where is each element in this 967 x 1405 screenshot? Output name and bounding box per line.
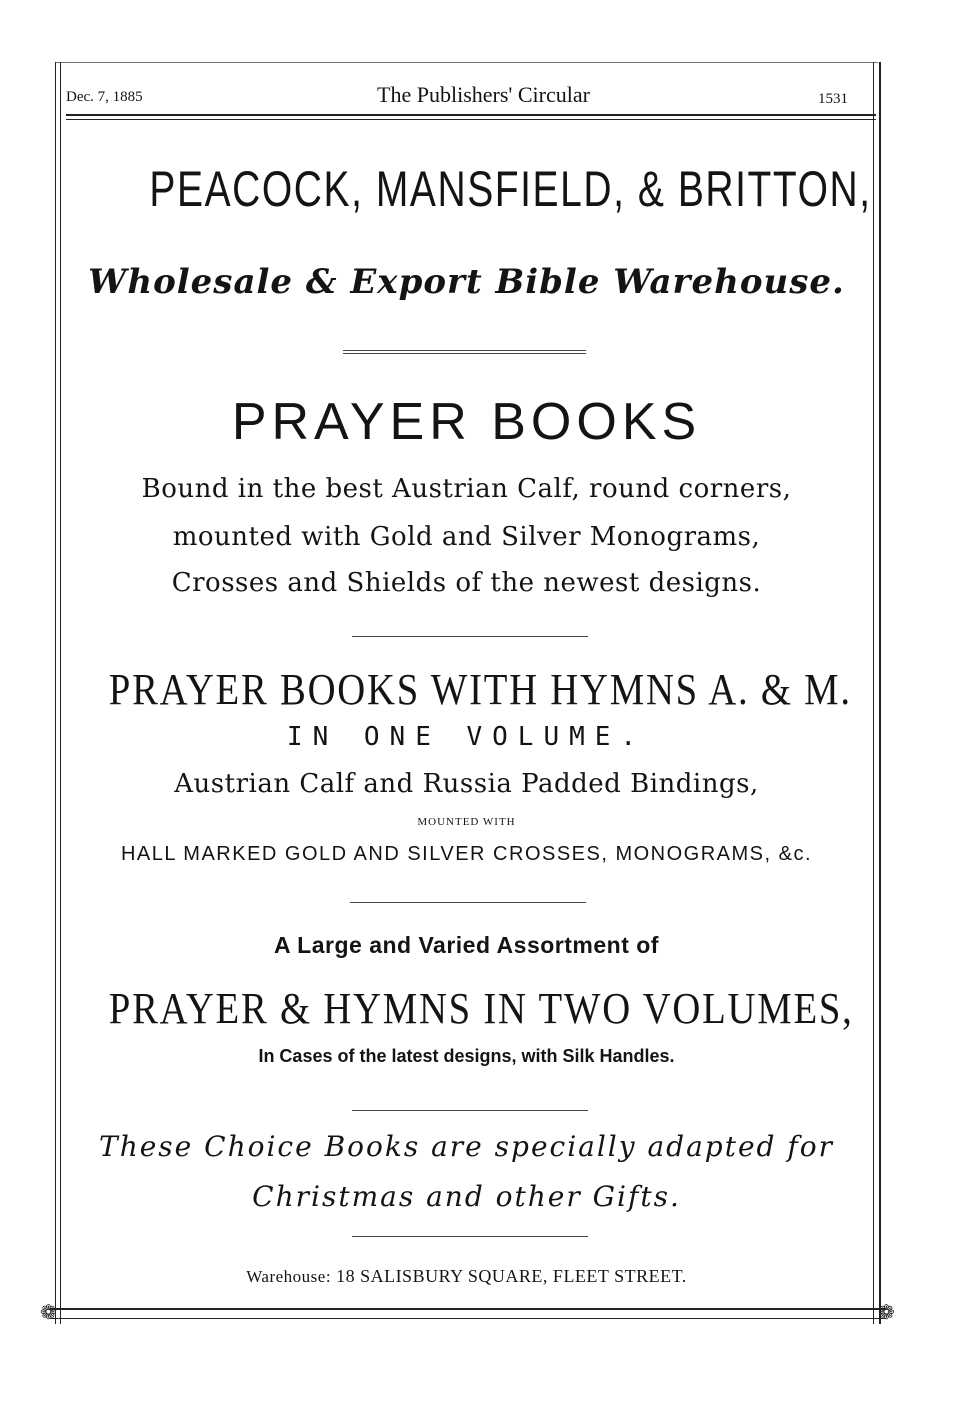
section-divider: [350, 902, 586, 903]
warehouse-label: Warehouse:: [246, 1267, 332, 1286]
assortment-line: A Large and Varied Assortment of: [274, 932, 659, 958]
mounted-with-line: MOUNTED WITH: [417, 816, 516, 828]
header-page-number: 1531: [818, 91, 848, 107]
header-title: The Publishers' Circular: [377, 82, 590, 107]
heading-prayer-books: PRAYER BOOKS: [231, 393, 702, 451]
section-divider: [352, 636, 588, 637]
description-line: mounted with Gold and Silver Monograms,: [172, 522, 761, 552]
section-divider: [352, 1110, 588, 1111]
floral-ornament-icon: ❁: [878, 1300, 895, 1324]
frame-top-rule: [55, 62, 878, 63]
section-divider: [343, 350, 586, 354]
description-line: Crosses and Shields of the newest designs.: [171, 568, 762, 598]
warehouse-line: [60, 1266, 873, 1287]
choice-line: Christmas and other Gifts.: [252, 1180, 681, 1213]
floral-ornament-icon: ❁: [40, 1300, 57, 1324]
bindings-line: Austrian Calf and Russia Padded Bindings,: [174, 769, 759, 799]
firm-name: PEACOCK, MANSFIELD, & BRITTON,: [149, 161, 872, 217]
heading-with-hymns: PRAYER BOOKS WITH HYMNS A. & M.: [108, 665, 852, 714]
description-line: Bound in the best Austrian Calf, round corners,: [141, 474, 792, 504]
header-date: Dec. 7, 1885: [66, 89, 143, 105]
one-volume-line: IN ONE VOLUME.: [286, 722, 647, 752]
choice-line: These Choice Books are specially adapted for: [99, 1130, 834, 1163]
frame-bottom-rule: [50, 1308, 886, 1319]
hall-marked-line: HALL MARKED GOLD AND SILVER CROSSES, MONOGRAMS, &c.: [120, 843, 813, 865]
header-rule: [66, 114, 876, 120]
warehouse-address: 18 SALISBURY SQUARE, FLEET STREET.: [336, 1266, 687, 1286]
trade-line: Wholesale & Export Bible Warehouse.: [88, 262, 845, 302]
cases-line: In Cases of the latest designs, with Silk Handles.: [258, 1046, 675, 1066]
heading-two-volumes: PRAYER & HYMNS IN TWO VOLUMES,: [108, 984, 854, 1033]
frame-right-rule: [873, 62, 881, 1324]
section-divider: [352, 1236, 588, 1237]
